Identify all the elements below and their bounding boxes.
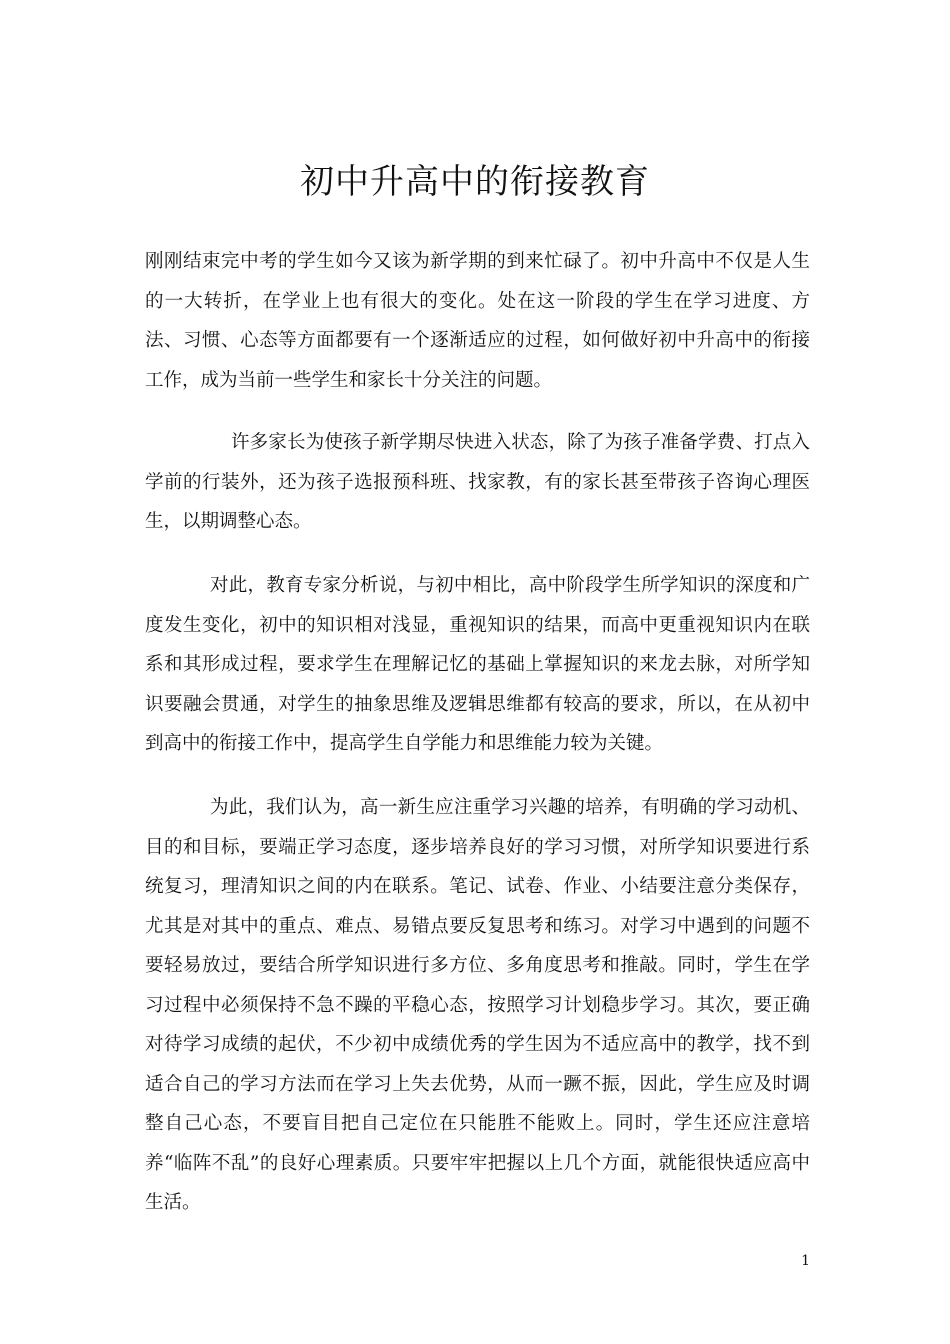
paragraph-expert-analysis: 对此，教育专家分析说，与初中相比，高中阶段学生所学知识的深度和广度发生变化，初中的知识相对浅显，重视知识的结果，而高中更重视知识内在联系和其形成过程，要求学生在理解记忆的基础上掌握知识的来龙去脉，对所学知识要融会贯通，对学生的抽象思维及逻辑思维都有较高的要求，所以，在从初中到高中的衔接工作中，提高学生自学能力和思维能力较为关键。	[145, 575, 810, 754]
paragraph-intro: 刚刚结束完中考的学生如今又该为新学期的到来忙碌了。初中升高中不仅是人生的一大转折，在学业上也有很大的变化。处在这一阶段的学生在学习进度、方法、习惯、心态等方面都要有一个逐渐适应的过程，如何做好初中升高中的衔接工作，成为当前一些学生和家长十分关注的问题。	[145, 251, 810, 391]
paragraph-recommendations: 为此，我们认为，高一新生应注重学习兴趣的培养，有明确的学习动机、目的和目标，要端正学习态度，逐步培养良好的学习习惯，对所学知识要进行系统复习，理清知识之间的内在联系。笔记、试卷、作业、小结要注意分类保存，尤其是对其中的重点、难点、易错点要反复思考和练习。对学习中遇到的问题不要轻易放过，要结合所学知识进行多方位、多角度思考和推敲。同时，学生在学习过程中必须保持不急不躁的平稳心态，按照学习计划稳步学习。其次，要正确对待学习成绩的起伏，不少初中成绩优秀的学生因为不适应高中的教学，找不到适合自己的学习方法而在学习上失去优势，从而一蹶不振，因此，学生应及时调整自己心态，不要盲目把自己定位在只能胜不能败上。同时，学生还应注意培养“临阵不乱”的良好心理素质。只要牢牢把握以上几个方面，就能很快适应高中生活。	[145, 797, 810, 1213]
document-title: 初中升高中的衔接教育	[300, 162, 650, 202]
page-number: 1	[801, 1253, 810, 1269]
paragraph-parents: 许多家长为使孩子新学期尽快进入状态，除了为孩子准备学费、打点入学前的行装外，还为孩子选报预科班、找家教，有的家长甚至带孩子咨询心理医生，以期调整心态。	[145, 432, 810, 532]
